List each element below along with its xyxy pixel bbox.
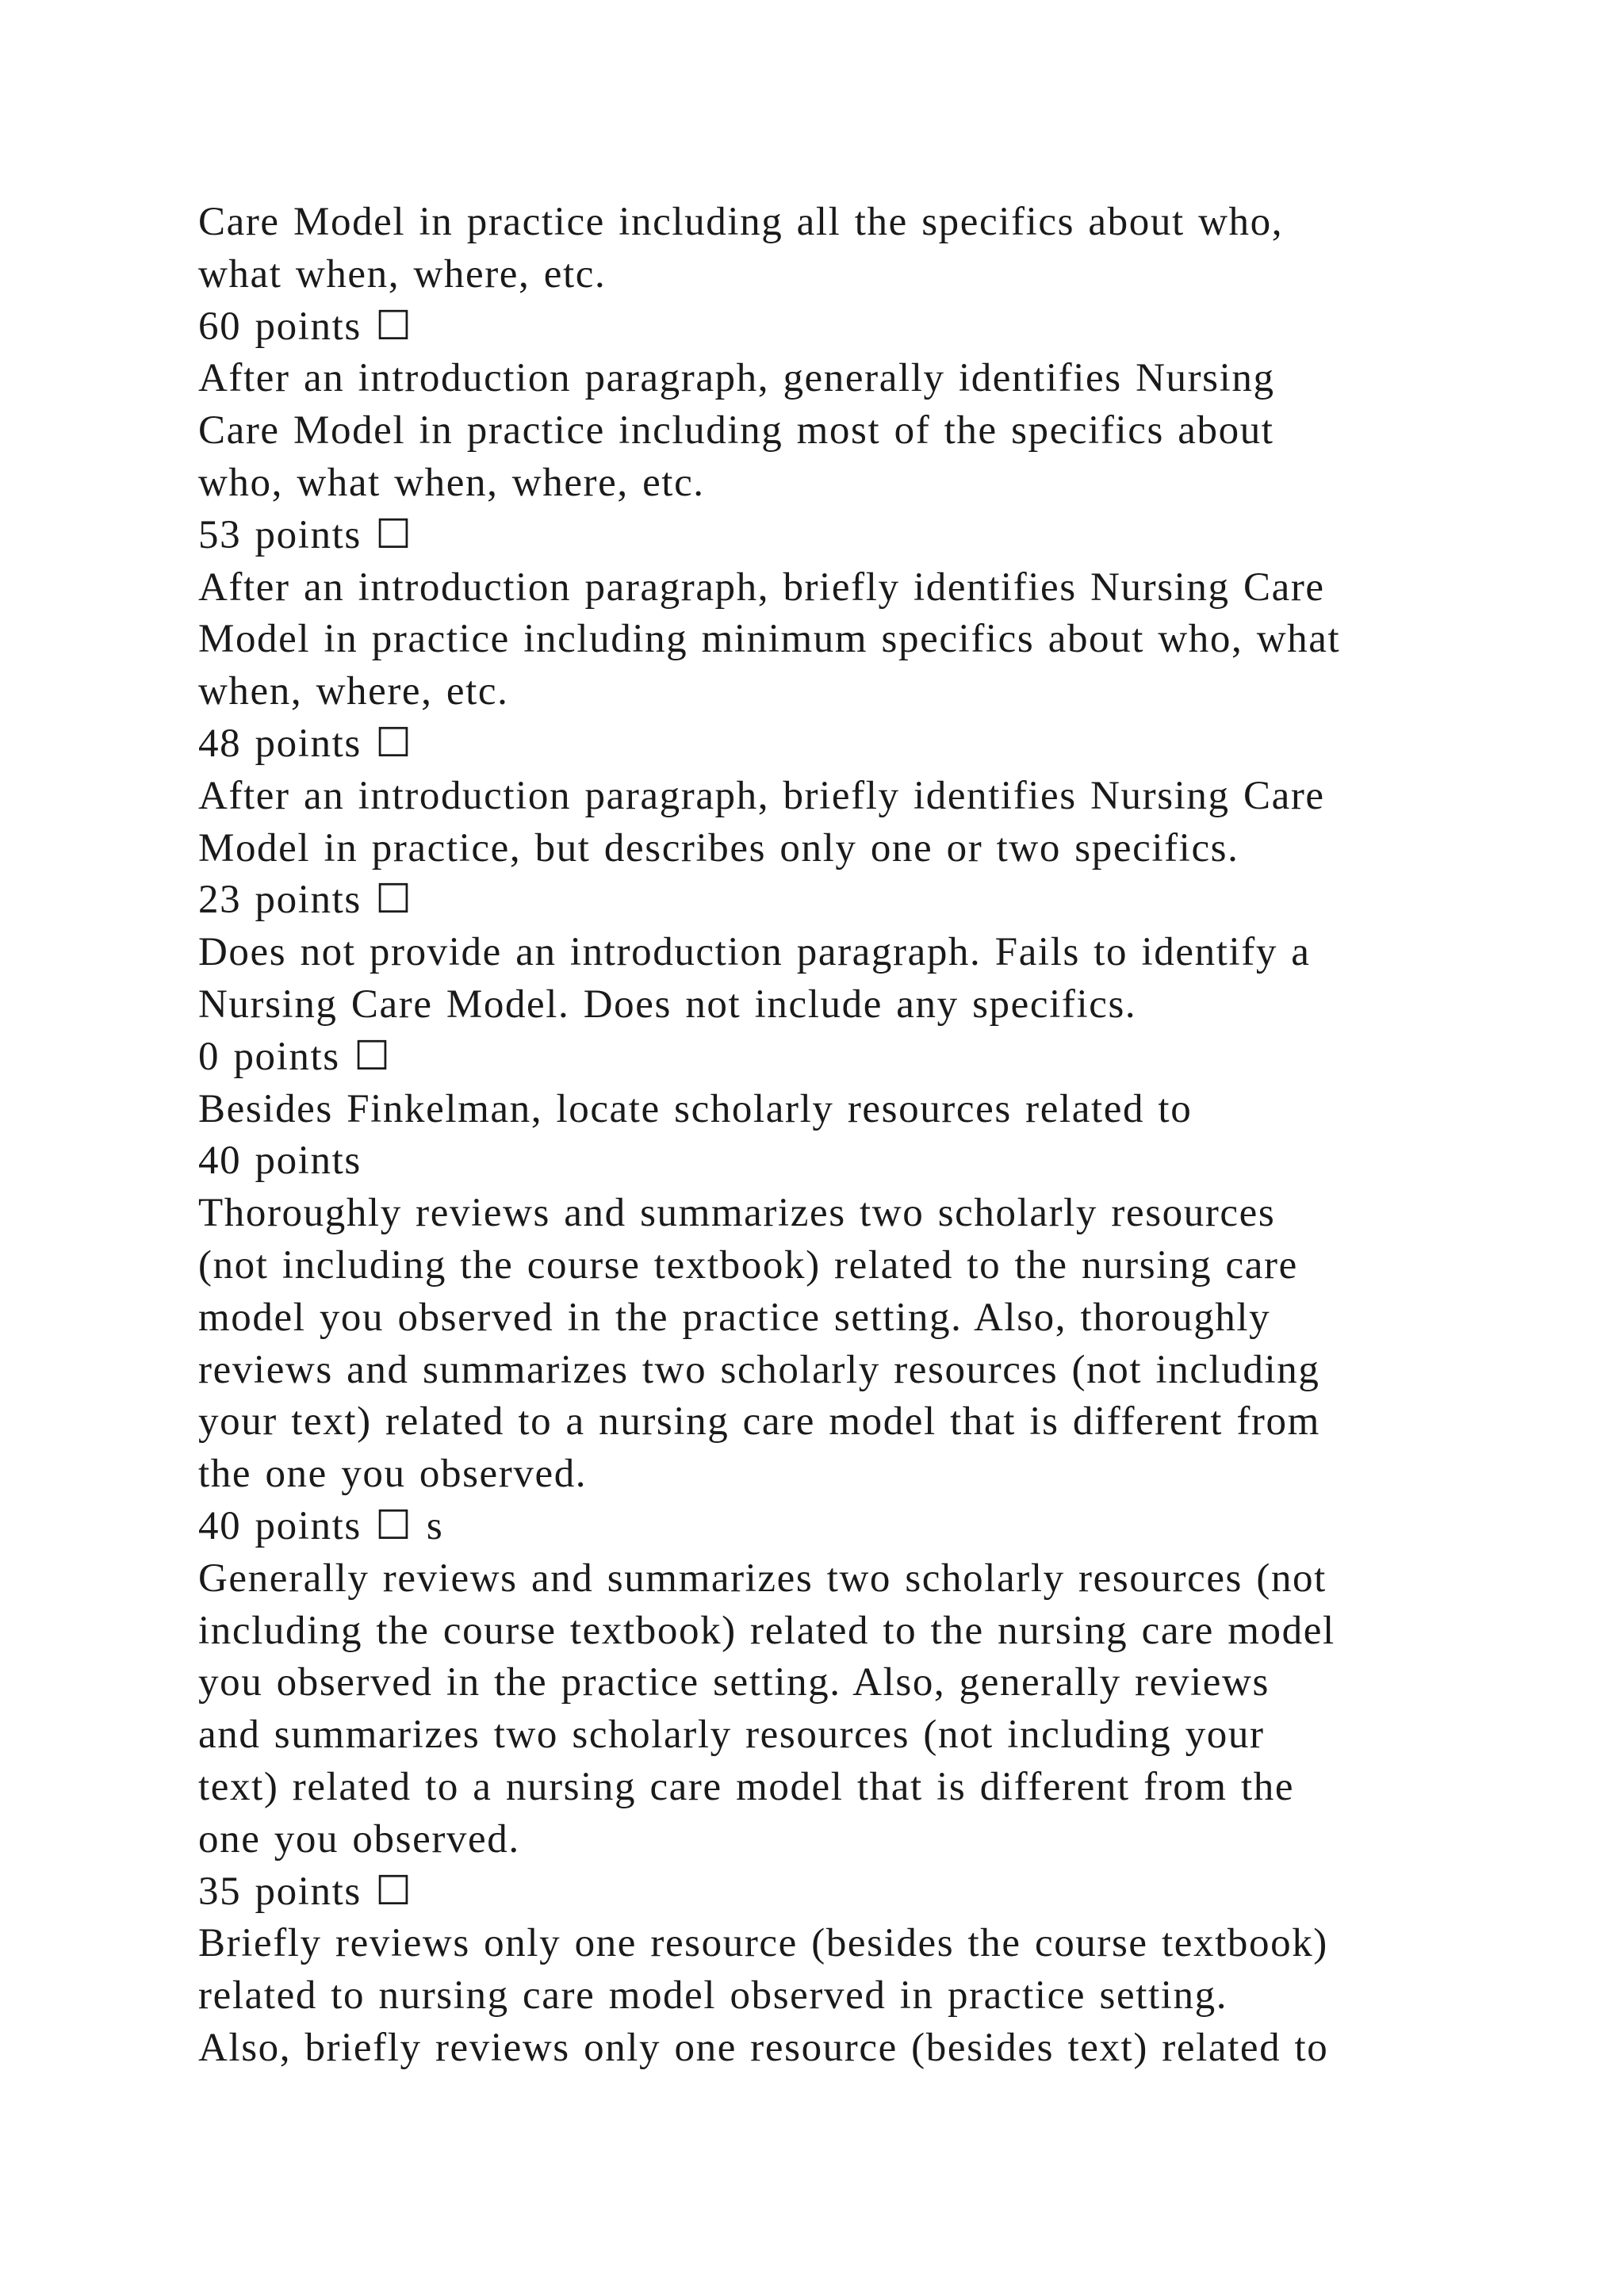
- points-line: 35 points ☐: [198, 1869, 413, 1914]
- points-line: 53 points ☐: [198, 512, 413, 557]
- text-line: (not including the course textbook) related to the nursing care: [198, 1242, 1298, 1288]
- text-line: who, what when, where, etc.: [198, 460, 705, 505]
- rubric-text-block: [198, 197, 1499, 2075]
- points-line: 40 points ☐ s: [198, 1503, 444, 1548]
- points-line: 60 points ☐: [198, 304, 413, 349]
- text-line: you observed in the practice setting. Also, generally reviews: [198, 1660, 1270, 1705]
- text-line: and summarizes two scholarly resources (not including your: [198, 1712, 1265, 1758]
- text-line: Thoroughly reviews and summarizes two scholarly resources: [198, 1191, 1276, 1236]
- text-line: Generally reviews and summarizes two scholarly resources (not: [198, 1556, 1327, 1601]
- text-line: Briefly reviews only one resource (besides the course textbook): [198, 1921, 1328, 1966]
- points-line: 0 points ☐: [198, 1034, 392, 1079]
- text-line: Care Model in practice including most of the specifics about: [198, 408, 1274, 453]
- text-line: reviews and summarizes two scholarly resources (not including: [198, 1347, 1320, 1392]
- text-line: the one you observed.: [198, 1452, 588, 1497]
- text-line: related to nursing care model observed in practice setting.: [198, 1973, 1228, 2019]
- points-line: 23 points ☐: [198, 878, 413, 923]
- text-line: text) related to a nursing care model that is different from the: [198, 1764, 1295, 1809]
- text-line: Besides Finkelman, locate scholarly resources related to: [198, 1086, 1193, 1131]
- text-line: After an introduction paragraph, generally identifies Nursing: [198, 356, 1275, 401]
- text-line: Model in practice, but describes only one or two specifics.: [198, 825, 1239, 871]
- text-line: what when, where, etc.: [198, 251, 607, 297]
- text-line: your text) related to a nursing care model that is different from: [198, 1399, 1320, 1445]
- text-line: model you observed in the practice setting. Also, thoroughly: [198, 1295, 1271, 1340]
- points-line: 40 points: [198, 1138, 362, 1184]
- text-line: when, where, etc.: [198, 669, 509, 714]
- text-line: including the course textbook) related to the nursing care model: [198, 1608, 1335, 1653]
- text-line: Does not provide an introduction paragraph. Fails to identify a: [198, 930, 1311, 975]
- text-line: Also, briefly reviews only one resource (besides text) related to: [198, 2025, 1329, 2070]
- text-line: Care Model in practice including all the specifics about who,: [198, 200, 1284, 244]
- text-line: Model in practice including minimum specifics about who, what: [198, 617, 1341, 662]
- text-line: Nursing Care Model. Does not include any specifics.: [198, 982, 1137, 1027]
- text-line: one you observed.: [198, 1816, 520, 1862]
- text-line: After an introduction paragraph, briefly identifies Nursing Care: [198, 564, 1325, 610]
- points-line: 48 points ☐: [198, 721, 413, 766]
- text-line: After an introduction paragraph, briefly identifies Nursing Care: [198, 773, 1325, 818]
